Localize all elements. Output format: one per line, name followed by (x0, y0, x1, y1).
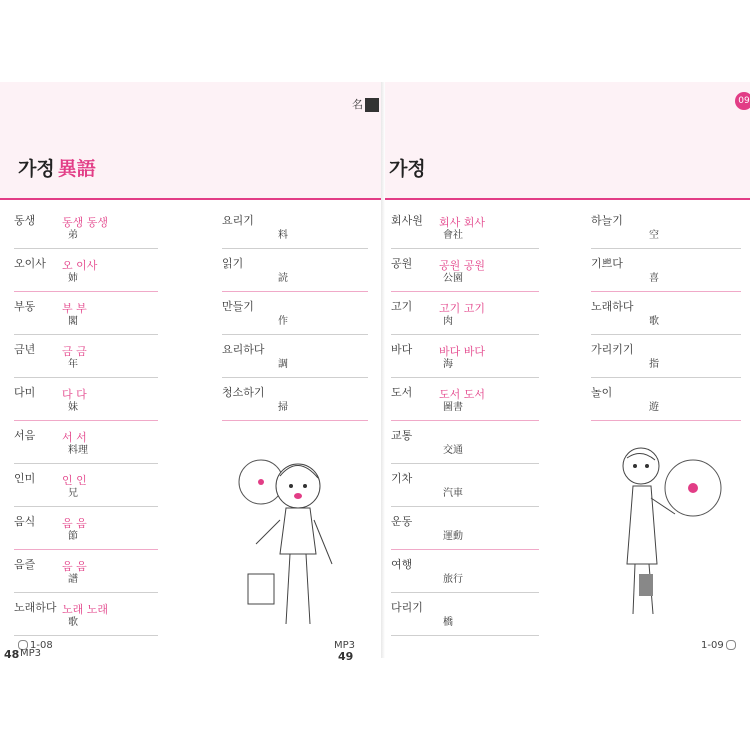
vocab-hanja: 肉 (443, 316, 453, 327)
vocab-korean: 음식 (14, 515, 36, 528)
vocab-highlight: 도서 도서 (439, 388, 486, 401)
vocab-korean: 고기 (391, 300, 413, 313)
left-title-highlight: 異語 (57, 158, 96, 180)
vocab-hanja: 指 (649, 359, 659, 370)
vocab-highlight: 동생 동생 (62, 216, 109, 229)
vocab-row (14, 206, 158, 249)
vocab-korean: 노래하다 (14, 601, 57, 614)
vocab-korean: 오이사 (14, 257, 46, 270)
vocab-row (14, 550, 158, 593)
vocab-korean: 도서 (391, 386, 413, 399)
right-vocab-column-2 (591, 206, 741, 421)
vocab-korean: 요리기 (222, 214, 254, 227)
vocab-hanja: 交通 (443, 445, 463, 456)
chapter-badge: 09 (735, 92, 750, 110)
right-vocab-column-1 (391, 206, 539, 636)
vocab-korean: 교통 (391, 429, 413, 442)
vocab-row (591, 378, 741, 421)
vocab-row (391, 206, 539, 249)
vocab-row (14, 464, 158, 507)
vocab-highlight: 인 인 (62, 474, 87, 487)
vocab-korean: 다리기 (391, 601, 423, 614)
vocab-highlight: 부 부 (62, 302, 87, 315)
right-mp3-label (701, 640, 738, 651)
vocab-row (14, 421, 158, 464)
left-title-text: 가정 (18, 158, 55, 180)
vocab-row (222, 292, 368, 335)
vocab-korean: 여행 (391, 558, 413, 571)
vocab-hanja: 作 (278, 316, 288, 327)
vocab-row (591, 206, 741, 249)
vocab-korean: 요리하다 (222, 343, 265, 356)
girl-illustration (236, 454, 348, 634)
vocab-row (391, 292, 539, 335)
vocab-hanja: 汽車 (443, 488, 463, 499)
vocab-highlight: 서 서 (62, 431, 87, 444)
vocab-row (391, 507, 539, 550)
vocab-row (591, 249, 741, 292)
left-vocab-column-2 (222, 206, 368, 421)
vocab-korean: 하늘기 (591, 214, 623, 227)
vocab-highlight: 바다 바다 (439, 345, 486, 358)
right-mp3-text: MP3 (334, 640, 356, 651)
vocab-hanja: 掃 (278, 402, 288, 413)
vocab-korean: 인미 (14, 472, 36, 485)
vocab-hanja: 海 (443, 359, 453, 370)
vocab-hanja: 年 (68, 359, 78, 370)
vocab-highlight: 회사 회사 (439, 216, 486, 229)
vocab-korean: 노래하다 (591, 300, 634, 313)
left-mp3-track: 1-08 (30, 640, 53, 651)
vocab-hanja: 兄 (68, 488, 78, 499)
book-gutter (381, 82, 385, 658)
vocab-hanja: 歌 (68, 617, 78, 628)
vocab-hanja: 料理 (68, 445, 88, 456)
right-header-band (383, 82, 750, 198)
right-page-number: 49 (338, 650, 354, 663)
vocab-korean: 읽기 (222, 257, 244, 270)
vocab-highlight: 음 음 (62, 560, 87, 573)
vocab-row (391, 249, 539, 292)
vocab-korean: 부동 (14, 300, 36, 313)
vocab-row (14, 335, 158, 378)
disc-icon (726, 640, 736, 650)
vocab-row (391, 335, 539, 378)
vocab-korean: 회사원 (391, 214, 423, 227)
vocab-korean: 공원 (391, 257, 413, 270)
book-spread (0, 82, 750, 658)
vocab-row (14, 507, 158, 550)
right-section-title: 가정 (389, 158, 426, 180)
vocab-highlight: 공원 공원 (439, 259, 486, 272)
vocab-hanja: 遊 (649, 402, 659, 413)
vocab-highlight: 노래 노래 (62, 603, 109, 616)
vocab-hanja: 弟 (68, 230, 78, 241)
vocab-korean: 바다 (391, 343, 413, 356)
vocab-korean: 음즐 (14, 558, 36, 571)
vocab-hanja: 歌 (649, 316, 659, 327)
vocab-korean: 만들기 (222, 300, 254, 313)
vocab-hanja: 譜 (68, 574, 78, 585)
right-header-rule (383, 198, 750, 200)
right-mp3-track: 1-09 (701, 640, 724, 651)
vocab-hanja: 公園 (443, 273, 463, 284)
vocab-hanja: 圖書 (443, 402, 463, 413)
vocab-hanja: 空 (649, 230, 659, 241)
vocab-highlight: 다 다 (62, 388, 87, 401)
vocab-korean: 놀이 (591, 386, 613, 399)
right-page (383, 82, 750, 658)
vocab-hanja: 姉 (68, 273, 78, 284)
left-header-rule (0, 198, 383, 200)
vocab-row (14, 378, 158, 421)
vocab-row (391, 550, 539, 593)
vocab-hanja: 妹 (68, 402, 78, 413)
vocab-row (391, 593, 539, 636)
left-header-mark (352, 96, 379, 112)
vocab-hanja: 料 (278, 230, 288, 241)
vocab-korean: 다미 (14, 386, 36, 399)
vocab-korean: 금년 (14, 343, 36, 356)
vocab-hanja: 調 (278, 359, 288, 370)
vocab-row (391, 464, 539, 507)
boy-illustration (613, 444, 733, 624)
left-page (0, 82, 383, 658)
vocab-row (391, 421, 539, 464)
vocab-highlight: 오 이사 (62, 259, 98, 272)
vocab-row (222, 378, 368, 421)
vocab-hanja: 節 (68, 531, 78, 542)
vocab-hanja: 橋 (443, 617, 453, 628)
vocab-row (591, 292, 741, 335)
vocab-row (222, 335, 368, 378)
left-vocab-column-1 (14, 206, 158, 636)
vocab-hanja: 會社 (443, 230, 463, 241)
vocab-hanja: 旅行 (443, 574, 463, 585)
left-section-title (18, 154, 96, 181)
vocab-row (222, 206, 368, 249)
vocab-row (14, 292, 158, 335)
vocab-korean: 청소하기 (222, 386, 265, 399)
left-page-number: 48 (4, 648, 20, 658)
vocab-korean: 운동 (391, 515, 413, 528)
vocab-korean: 서음 (14, 429, 36, 442)
vocab-korean: 기쁘다 (591, 257, 623, 270)
chapter-mark-icon (365, 98, 379, 112)
vocab-row (14, 249, 158, 292)
vocab-hanja: 喜 (649, 273, 659, 284)
vocab-hanja: 運動 (443, 531, 463, 542)
vocab-row (391, 378, 539, 421)
vocab-korean: 동생 (14, 214, 36, 227)
vocab-row (591, 335, 741, 378)
vocab-korean: 가리키기 (591, 343, 634, 356)
left-header-mark-text: 名 (352, 98, 363, 111)
left-mp3-text: MP3 (20, 648, 42, 658)
vocab-highlight: 음 음 (62, 517, 87, 530)
vocab-row (222, 249, 368, 292)
vocab-hanja: 閣 (68, 316, 78, 327)
vocab-korean: 기차 (391, 472, 413, 485)
vocab-row (14, 593, 158, 636)
vocab-highlight: 고기 고기 (439, 302, 486, 315)
vocab-hanja: 読 (278, 273, 288, 284)
vocab-highlight: 금 금 (62, 345, 87, 358)
